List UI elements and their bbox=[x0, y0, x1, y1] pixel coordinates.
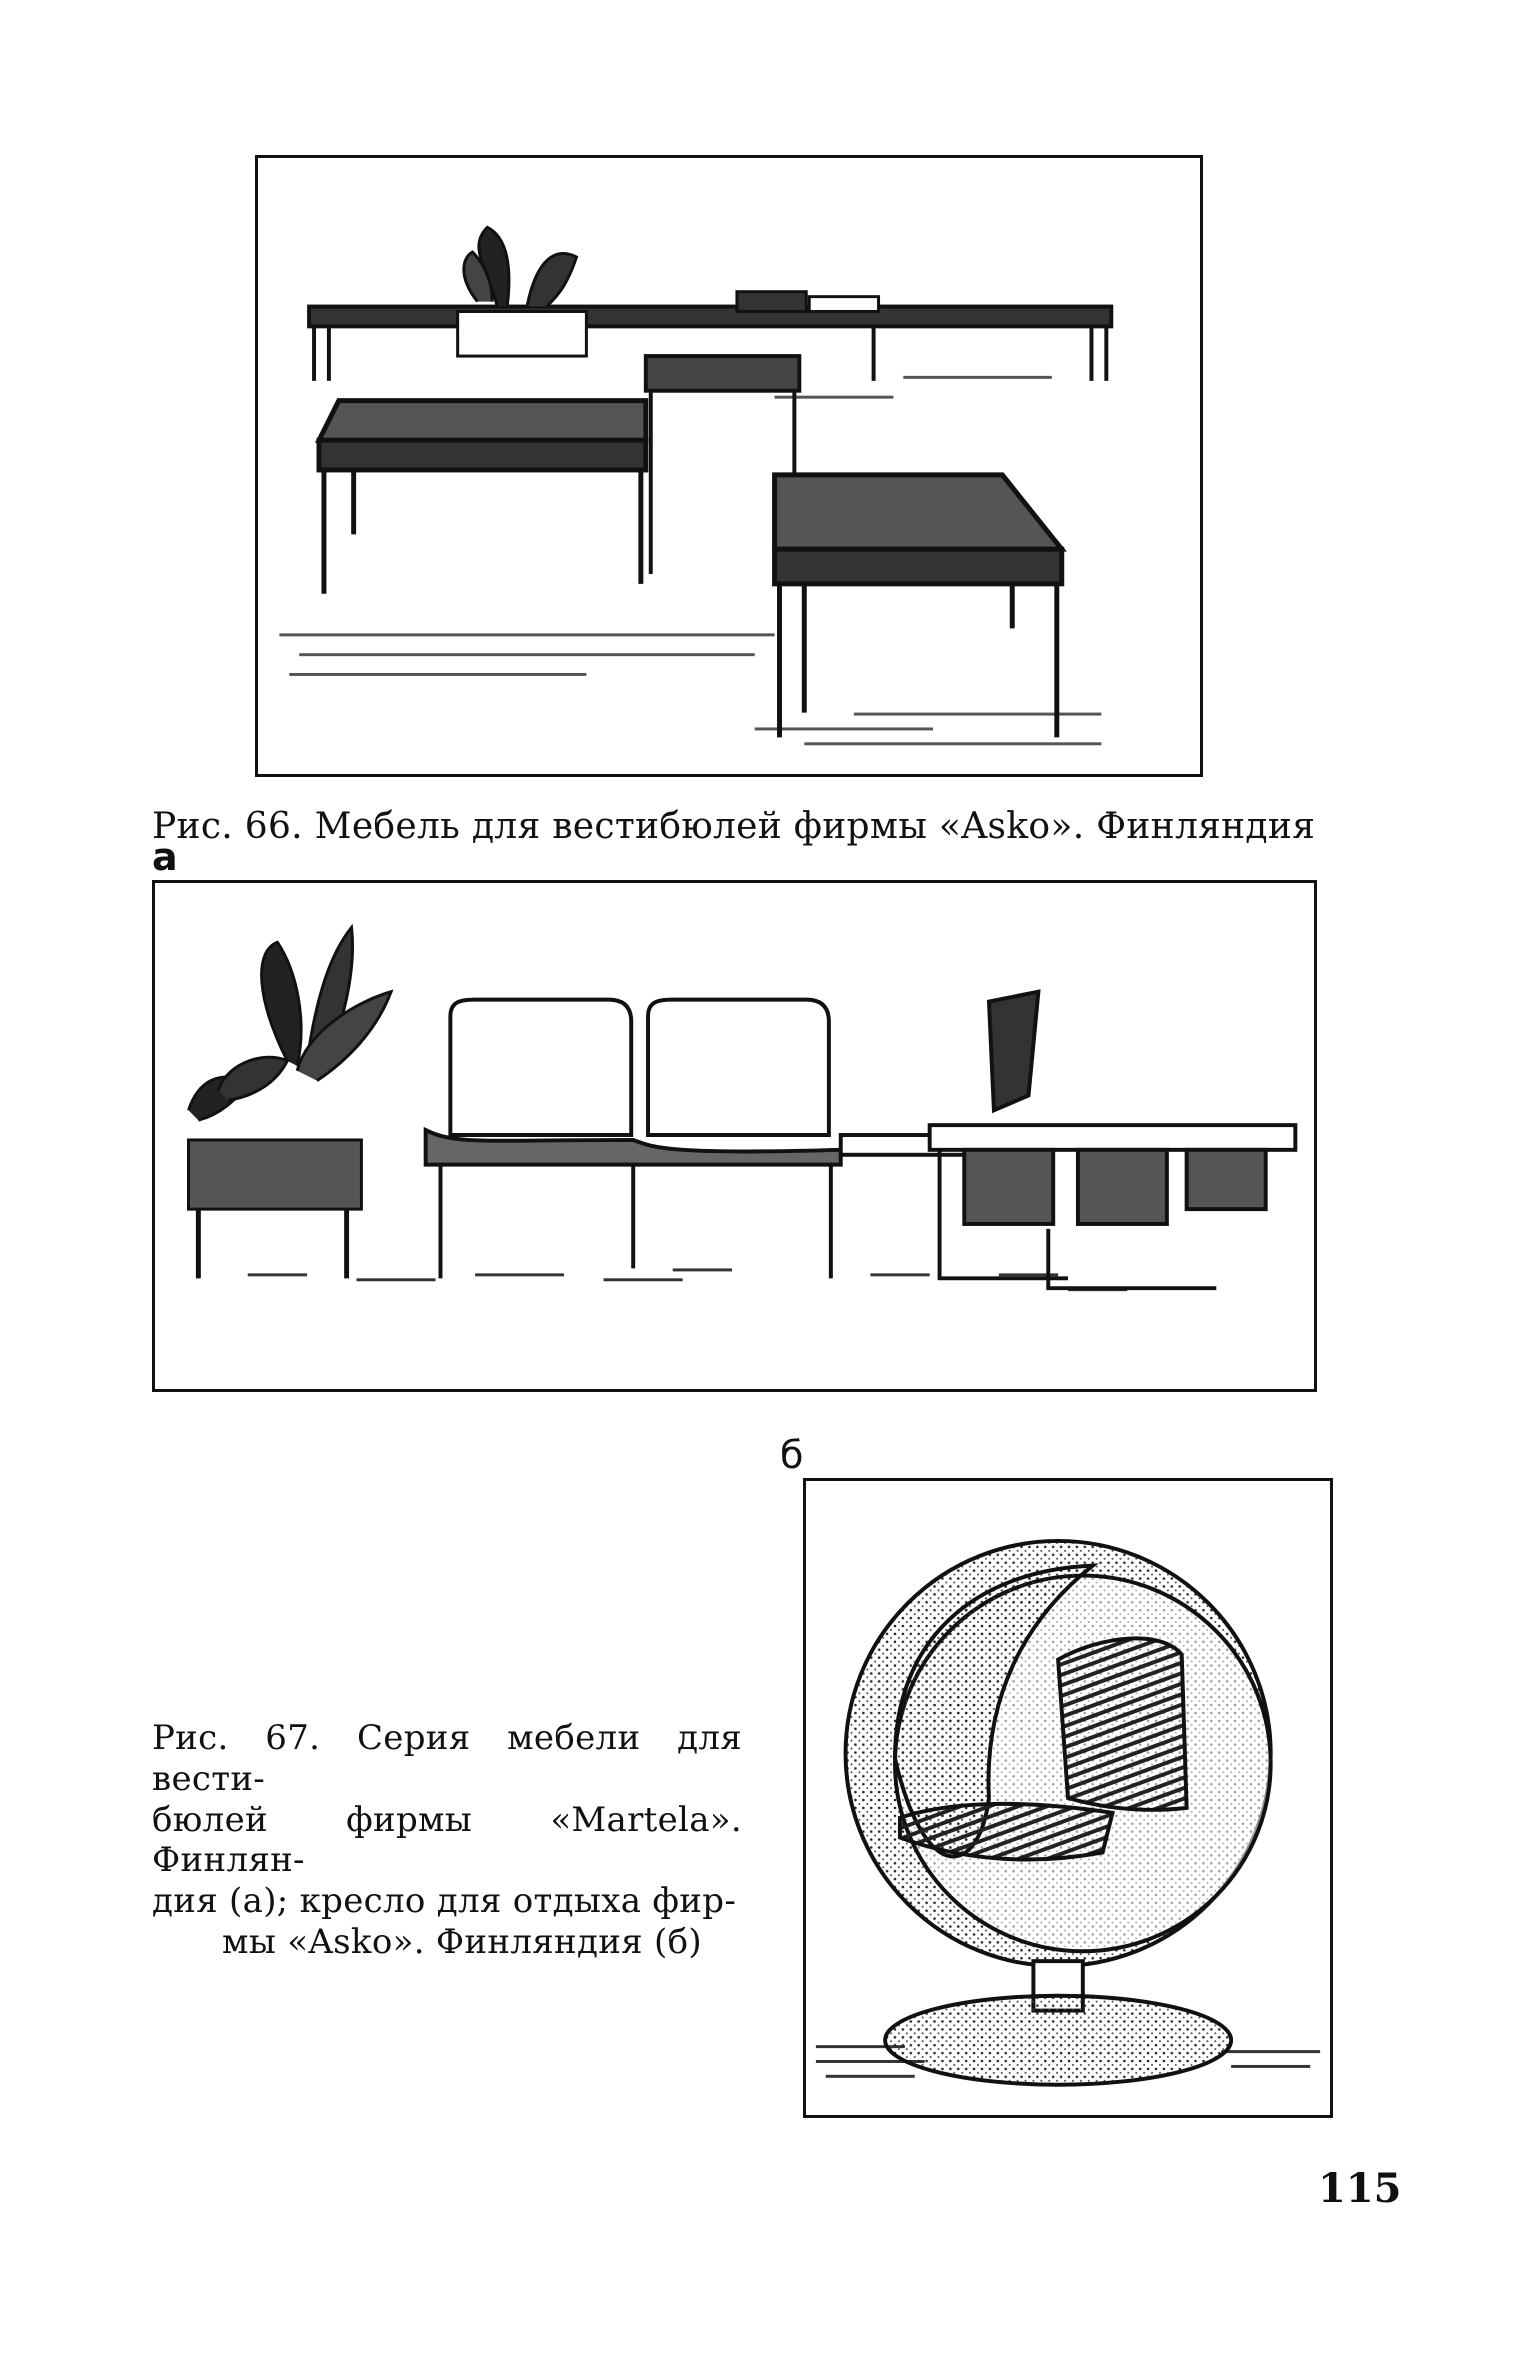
figure-66-illustration bbox=[255, 155, 1203, 777]
figure-67a-illustration bbox=[152, 880, 1317, 1392]
bench-drawing bbox=[155, 883, 1314, 1389]
figure-67-caption bbox=[152, 1718, 742, 1963]
planter bbox=[458, 227, 587, 356]
figure-67-caption-line-1: Рис. 67. Серия мебели для вести- bbox=[152, 1718, 742, 1799]
ball-chair bbox=[846, 1541, 1271, 2085]
lobby-tables-drawing bbox=[258, 158, 1200, 774]
figure-67b-illustration bbox=[803, 1478, 1333, 2118]
figure-67a-label: а bbox=[152, 835, 178, 879]
side-table bbox=[930, 992, 1296, 1288]
ball-chair-drawing bbox=[806, 1481, 1330, 2115]
figure-66-caption: Рис. 66. Мебель для вестибюлей фирмы «Asko». Финляндия bbox=[152, 806, 1316, 847]
potted-plant bbox=[188, 927, 391, 1278]
bench-seats bbox=[426, 1000, 999, 1279]
page-number: 115 bbox=[1318, 2165, 1402, 2212]
left-table bbox=[319, 401, 646, 594]
front-table bbox=[775, 475, 1062, 737]
figure-67-caption-line-3: дия (а); кресло для отдыха фир- bbox=[152, 1881, 737, 1922]
figure-67b-label: б bbox=[780, 1433, 804, 1477]
box bbox=[737, 292, 806, 312]
figure-67-caption-line-4: мы «Asko». Финляндия (б) bbox=[222, 1921, 702, 1962]
figure-67-caption-line-2: бюлей фирмы «Martela». Финлян- bbox=[152, 1799, 742, 1881]
cushion bbox=[809, 297, 878, 312]
